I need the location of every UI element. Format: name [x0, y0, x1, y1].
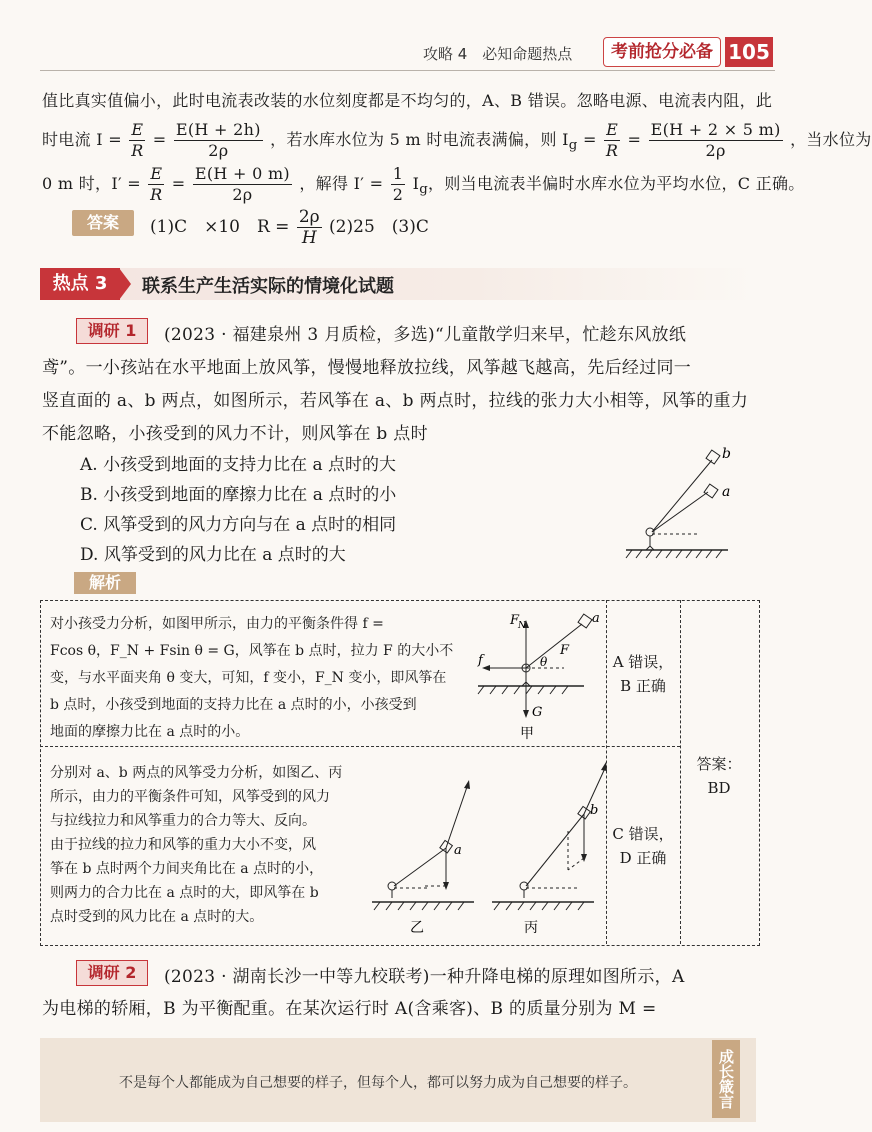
analysis-bottom-line-4: 由于拉线的拉力和风筝的重力大小不变，风 [50, 837, 316, 853]
header-divider [40, 70, 775, 71]
research-2-badge: 调研 2 [76, 960, 148, 986]
analysis-top-line-5: 地面的摩擦力比在 a 点时的小。 [50, 724, 250, 740]
answer-text: (1)C ×10 R = $\frac{2\rho}{H}$ (2)25 (3)C [150, 207, 429, 248]
analysis-bottom-line-6: 则两力的合力比在 a 点时的大，即风筝在 b [50, 885, 319, 901]
side-tab: 成长箴言 [712, 1040, 740, 1118]
analysis-bottom-line-3: 与拉线拉力和风筝重力的合力等大、反向。 [50, 813, 316, 829]
intro-line-1: 值比真实值偏小，此时电流表改装的水位刻度都是不均匀的，A、B 错误。忽略电源、电流表内阻，此 [42, 91, 773, 110]
analysis-bottom-line-5: 筝在 b 点时两个力间夹角比在 a 点时的小， [50, 861, 324, 877]
option-d: D. 风筝受到的风力比在 a 点时的大 [80, 545, 346, 565]
svg-text:θ: θ [540, 655, 548, 669]
figure-bing [490, 760, 606, 942]
svg-text:f: f [478, 653, 483, 668]
hotspot-title: 联系生产生活实际的情境化试题 [142, 276, 394, 297]
research-2-line-2: 为电梯的轿厢，B 为平衡配重。在某次运行时 A(含乘客)、B 的质量分别为 M = [42, 999, 657, 1019]
option-a: A. 小孩受到地面的支持力比在 a 点时的大 [80, 455, 397, 475]
analysis-top-line-4: b 点时，小孩受到地面的支持力比在 a 点时的小，小孩受到 [50, 697, 417, 713]
svg-text:N: N [518, 621, 526, 631]
svg-text:甲: 甲 [520, 726, 534, 742]
research-1-line-1: (2023 · 福建泉州 3 月质检，多选)“儿童散学归来早，忙趁东风放纸 [164, 325, 687, 345]
footer-quote: 不是每个人都能成为自己想要的样子，但每个人，都可以努力成为自己想要的样子。 [119, 1075, 637, 1091]
research-2-line-1: (2023 · 湖南长沙一中等九校联考)一种升降电梯的原理如图所示，A [164, 967, 685, 987]
svg-text:a: a [454, 843, 462, 858]
header-section: 攻略 4 必知命题热点 [423, 45, 573, 63]
svg-text:a: a [592, 611, 600, 626]
svg-text:F: F [560, 643, 570, 658]
analysis-top-result: A 错误， B 正确 [612, 653, 674, 695]
intro-line-2: 时电流 I = $\frac{E}{R}$ = $\frac{E(H + 2h)}{2\rho}$ ，若水库水位为 5 m 时电流表满偏，则 $I_g$ = $\frac{E}{R}$ = $\frac{E(H + 2 \times 5 m)}{2\rho}$ ，当水位为 [42, 120, 872, 160]
analysis-bottom-result: C 错误， D 正确 [612, 825, 674, 867]
page-number: 105 [725, 37, 773, 67]
analysis-top-line-1: 对小孩受力分析，如图甲所示，由力的平衡条件得 f = [50, 616, 384, 632]
research-1-line-2: 鸢”。一小孩站在水平地面上放风筝，慢慢地释放拉线，风筝越飞越高，先后经过同一 [42, 358, 692, 378]
intro-line-3: 0 m 时，I′ = $\frac{E}{R}$ = $\frac{E(H + 0 m)}{2\rho}$ ，解得 I′ = $\frac{1}{2}$ $I_g$，则当电流表半偏时水库水位为平均水位，C 正确。 [42, 164, 805, 204]
hotspot-badge: 热点 3 [40, 268, 120, 300]
header-tag: 考前抢分必备 [603, 37, 721, 67]
analysis-bottom-line-1: 分别对 a、b 两点的风筝受力分析，如图乙、丙 [50, 765, 343, 781]
hotspot-arrow-icon [119, 268, 131, 300]
svg-text:F: F [510, 613, 520, 628]
analysis-top-line-2: Fcos θ，F_N + Fsin θ = G，风筝在 b 点时，拉力 F 的大小不 [50, 643, 454, 659]
svg-text:丙: 丙 [524, 920, 538, 936]
svg-text:乙: 乙 [410, 920, 424, 936]
analysis-top-line-3: 变，与水平面夹角 θ 变大，可知，f 变小，F_N 变小，即风筝在 [50, 670, 447, 686]
research-1-badge: 调研 1 [76, 318, 148, 344]
analysis-answer: 答案： BD [696, 755, 742, 797]
research-1-line-4: 不能忽略，小孩受到的风力不计，则风筝在 b 点时 [42, 424, 428, 444]
figure-jia [474, 608, 604, 744]
option-c: C. 风筝受到的风力方向与在 a 点时的相同 [80, 515, 397, 535]
svg-text:b: b [590, 803, 599, 818]
figure-yi [370, 770, 486, 942]
analysis-badge: 解析 [74, 572, 136, 594]
fig-label-a: a [722, 484, 731, 500]
fig-label-b: b [722, 446, 731, 462]
kite-figure [622, 448, 752, 560]
research-1-line-3: 竖直面的 a、b 两点，如图所示，若风筝在 a、b 两点时，拉线的张力大小相等，风筝的重力 [42, 391, 749, 411]
svg-text:G: G [532, 705, 543, 720]
analysis-bottom-line-7: 点时受到的风力比在 a 点时的大。 [50, 909, 264, 925]
option-b: B. 小孩受到地面的摩擦力比在 a 点时的小 [80, 485, 397, 505]
analysis-bottom-line-2: 所示，由力的平衡条件可知，风筝受到的风力 [50, 789, 330, 805]
answer-badge: 答案 [72, 210, 134, 236]
